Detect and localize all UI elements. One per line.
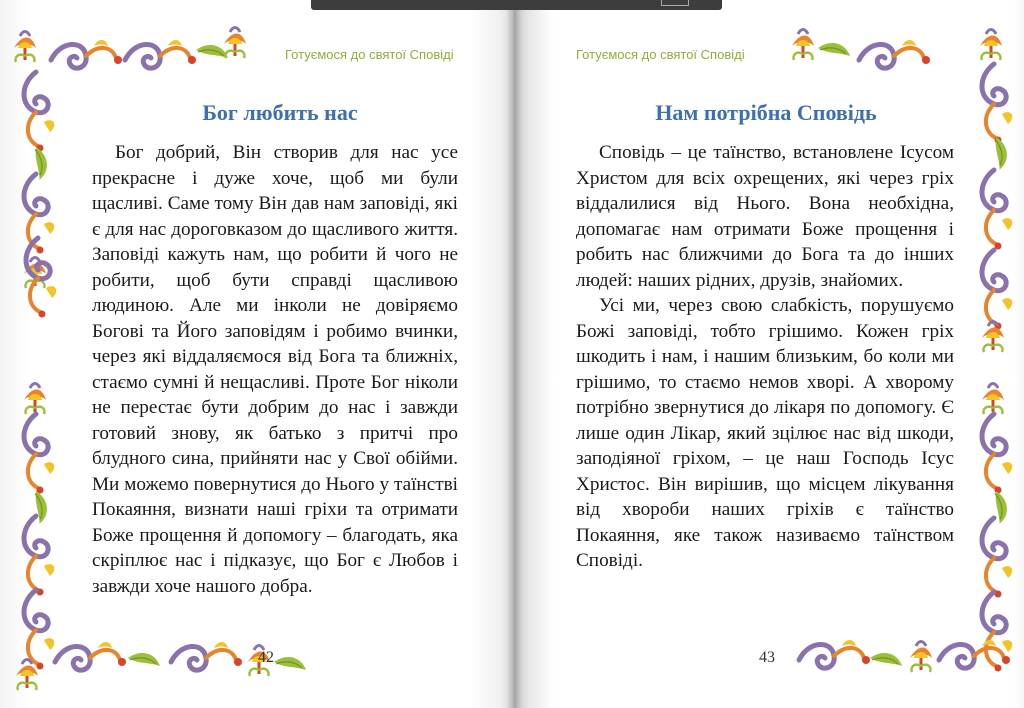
page-title: Нам потрібна Сповідь [655, 100, 877, 125]
toolbar-button[interactable] [661, 0, 689, 6]
book-gutter [506, 0, 522, 708]
right-page [514, 0, 1024, 708]
page-number: 43 [759, 649, 775, 666]
body-text [576, 140, 954, 574]
paragraph: Усі ми, через свою слабкість, порушуємо Божі заповіді, тобто грішимо. Кожен гріх шкодить і нам, і нашим близьким, бо коли ми грішимо, то стаємо немов хворі. А хворому потрібно звернутися до лікаря по допомогу. Є лише один Лікар, який зцілює нас від шкоди, заподіяної гріхом, – це наш Господь Ісус Христос. Він вирішив, що місцем лікування від хвороби наших гріхів є таїнство Покаяння, яке також називаємо таїнством Сповіді. [576, 295, 954, 571]
paragraph: Сповідь – це таїнство, встановлене Ісусом Христом для всіх охрещених, які через гріх віддалилися від Нього. Вона необхідна, допомагає нам отримати Боже прощення і робить нас ближчими до Бога та до інших людей: наших рідних, друзів, знайомих. [576, 142, 954, 291]
running-header: Готуємося до святої Сповіді [576, 47, 745, 62]
viewer-toolbar[interactable] [311, 0, 722, 10]
body-text [92, 140, 458, 599]
running-header: Готуємося до святої Сповіді [285, 47, 454, 62]
paragraph: Бог добрий, Він створив для нас усе прекрасне і дуже хоче, щоб ми були щасливі. Саме тому Він дав нам заповіді, які є для нас дороговказом до щасливого життя. Заповіді кажуть нам, що робити й чого не робити, щоб бути справді щасливою людиною. Але ми інколи не довіряємо Богові та Його заповідям і робимо вчинки, через які віддаляємося від Бога та ближніх, стаємо сумні й нещасливі. Проте Бог ніколи не перестає бути добрим до нас і завжди готовий знову, як батько з притчі про блудного сина, прийняти нас у Свої обійми. Ми можемо повернутися до Нього у таїнстві Покаяння, визнати наші гріхи та отримати Боже прощення й допомогу – благодать, яка скріплює нас і підказує, що Бог є Любов і завжди хоче нашого добра. [92, 142, 458, 597]
page-number: 42 [258, 649, 274, 666]
page-title: Бог любить нас [202, 100, 358, 125]
